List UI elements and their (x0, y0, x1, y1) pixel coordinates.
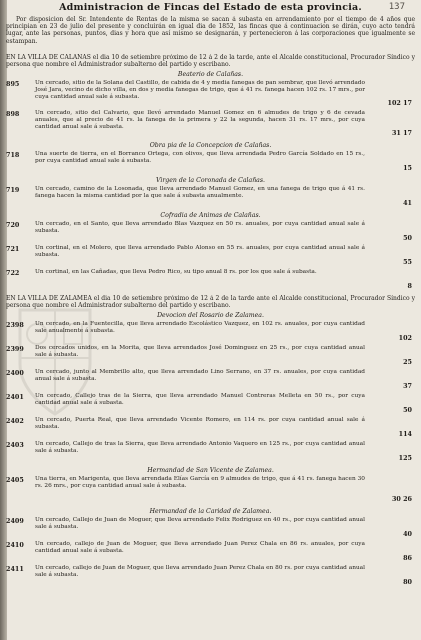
entry-number: 2401 (6, 393, 24, 401)
entry-amount: 80 (403, 578, 412, 586)
list-item (4, 565, 417, 589)
entry-number: 2411 (6, 565, 24, 573)
entry-number: 895 (6, 80, 20, 88)
entry-text: Un cortinal, en las Cañadas, que lleva Pedro Rico, su tipo anual 8 rs. por los que sale á subasta. (35, 269, 317, 275)
entry-number: 721 (6, 245, 20, 253)
entry-text: Un cercado, sitio del Calvario, que llevó arrendado Manuel Gomez en 6 almudes de trigo y 6 de cevada anuales, que al precio de 41 rs. la fanega de la primera y 22 la segunda, hacen 31 rs. 17 mrs., por cuya cantidad anual sale á subasta. (35, 110, 365, 131)
entry-number: 2400 (6, 369, 24, 377)
list-item (4, 441, 417, 465)
entry-text: Dos cercados unidos, en la Morita, que lleva arrendados José Dominguez en 25 rs., por cuya cantidad anual sale á subasta. (35, 345, 365, 359)
list-item (4, 345, 417, 369)
entry-amount: 50 (403, 234, 412, 242)
list-item (4, 186, 417, 210)
entry-number: 2403 (6, 441, 24, 449)
entry-text: Un cercado, Callejo de tras la Sierra, que lleva arrendado Antonio Vaquero en 125 rs., por cuya cantidad anual sale á subasta. (35, 441, 365, 455)
entry-text: Un cercado, Puerta Real, que lleva arrendado Vicente Romero, en 114 rs. por cuya cantidad anual sale á subasta. (35, 417, 365, 431)
entry-text: Un cercado, camino de la Losonada, que lleva arrendado Manuel Gomez, en una fanega de trigo que á 41 rs. fanega hacen la misma cantidad por la que sale á subasta anualmente. (35, 186, 365, 200)
page-title: Administracion de Fincas del Estado de esta provincia. (59, 2, 362, 13)
folio-number: 137 (388, 2, 405, 12)
entry-number: 2399 (6, 345, 24, 353)
entry-amount: 114 (398, 430, 412, 438)
entry-text: Un cercado, callejo de Juan de Moguer, que lleva arrendado Juan Perez Chala en 80 rs. por cuya cantidad anual sale á subasta. (35, 565, 365, 579)
entry-amount: 37 (403, 382, 412, 390)
list-item (4, 476, 417, 506)
entry-number: 2410 (6, 541, 24, 549)
list-item (4, 110, 417, 140)
list-item (4, 417, 417, 441)
section-heading: EN LA VILLA DE ZALAMEA el dia 10 de setiembre próximo de 12 á 2 de la tarde ante el Alcalde constitucional, Procurador Síndico y persona que nombre el Administrador subalterno del partido y escribano. (6, 295, 415, 310)
entry-text: Una suerte de tierra, en el Borranco Ortega, con olivos, que lleva arrendada Pedro García Soldado en 15 rs., por cuya cantidad anual sale á subasta. (35, 151, 365, 165)
entry-amount: 30 26 (391, 495, 412, 503)
entry-number: 2402 (6, 417, 24, 425)
entry-number: 722 (6, 269, 20, 277)
list-item (4, 151, 417, 175)
group-heading: Devocion del Rosario de Zalamea. (157, 312, 264, 319)
entry-amount: 15 (403, 164, 412, 172)
group-heading: Obra pia de la Concepcion de Calañas. (149, 142, 272, 149)
entry-text: Una tierra, en Marigenta, que lleva arrendada Elías García en 9 almudes de trigo, que á 41 rs. fanega hacen 30 rs. 26 mrs., por cuya cantidad anual sale á subasta. (35, 476, 365, 490)
entry-amount: 125 (398, 454, 412, 462)
group-heading: Virgen de la Coronada de Calañas. (155, 177, 266, 184)
entry-number: 719 (6, 186, 20, 194)
list-item (4, 393, 417, 417)
entry-amount: 25 (403, 358, 412, 366)
entry-amount: 40 (403, 530, 412, 538)
list-item (4, 541, 417, 565)
group-heading: Beaterio de Calañas. (177, 71, 244, 78)
entry-amount: 50 (403, 406, 412, 414)
list-item (4, 321, 417, 345)
entry-amount: 55 (403, 258, 412, 266)
entry-number: 2398 (6, 321, 24, 329)
entry-number: 898 (6, 110, 20, 118)
entry-text: Un cercado, Callejo tras de la Sierra, que lleva arrendado Manuel Contreras Melleta en 50 rs., por cuya cantidad anual sale á subasta. (35, 393, 365, 407)
entry-number: 720 (6, 221, 20, 229)
group-heading: Cofradia de Animas de Calañas. (160, 212, 261, 219)
list-item (4, 269, 417, 293)
entry-number: 2405 (6, 476, 24, 484)
entry-text: Un cercado, sitio de la Solana del Castillo, de cabida de 4 y media fanegas de pan sembrar, que llevó arrendado José Jara, vecino de dicho villa, en dos y media fanegas de trigo, que á 41 rs. fanega hacen 102 rs. 17 mrs., por cuya cantidad anual sale á subasta. (35, 80, 365, 101)
group-heading: Hermandad de San Vicente de Zalamea. (147, 467, 274, 474)
entry-text: Un cercado, en la Fuentecilla, que lleva arrendado Escolástico Vazquez, en 102 rs. anuales, por cuya cantidad sale anualmente á subasta. (35, 321, 365, 335)
entry-number: 718 (6, 151, 20, 159)
list-item (4, 245, 417, 269)
entry-text: Un cercado, junto al Membrillo alto, que lleva arrendado Lino Serrano, en 37 rs. anuales, por cuya cantidad anual sale á subasta. (35, 369, 365, 383)
entry-text: Un cortinal, en el Molero, que lleva arrendado Pablo Alonso en 55 rs. anuales, por cuya cantidad anual sale á subasta. (35, 245, 365, 259)
entry-amount: 86 (403, 554, 412, 562)
section-calanas (4, 54, 417, 293)
entry-amount: 8 (407, 282, 412, 290)
entry-amount: 31 17 (391, 129, 412, 137)
section-heading: EN LA VILLA DE CALAÑAS el dia 10 de setiembre próximo de 12 á 2 de la tarde, ante el Alcalde constitucional, Procurador Síndico y persona que nombre el Administrador subalterno del partido y escribano. (6, 54, 415, 69)
list-item (4, 221, 417, 245)
entry-text: Un cercado, callejo de Juan de Moguer, que lleva arrendado Juan Perez Chala en 86 rs. anuales, por cuya cantidad anual sale á subasta. (35, 541, 365, 555)
intro-paragraph: Por disposicion del Sr. Intendente de Rentas de la misma se sacan á subasta en arrendamiento por el tiempo de 4 años que principian en 23 de julio del presente y concluirán en igual dia de 1852, las fincas que á continuacion se dirán, cuyo acto tendrá lugar, ante las personas, puntos, dias y hora que así mismo se designarán, y pertenecieron á las corporaciones que igualmente se estampan. (6, 16, 415, 45)
entry-amount: 41 (403, 199, 412, 207)
entry-text: Un cercado, en el Santo, que lleva arrendado Blas Vazquez en 50 rs. anuales, por cuya cantidad anual sale á subasta. (35, 221, 365, 235)
section-zalamea (4, 295, 417, 589)
entry-amount: 102 (398, 334, 412, 342)
list-item (4, 517, 417, 541)
entry-amount: 102 17 (387, 99, 412, 107)
group-heading: Hermandad de la Caridad de Zalamea. (149, 508, 272, 515)
list-item (4, 80, 417, 110)
document-content (4, 2, 417, 589)
entry-text: Un cercado, Callejo de Juan de Moguer, que lleva arrendado Felix Rodriguez en 40 rs., por cuya cantidad anual sale á subasta. (35, 517, 365, 531)
entry-number: 2409 (6, 517, 24, 525)
list-item (4, 369, 417, 393)
